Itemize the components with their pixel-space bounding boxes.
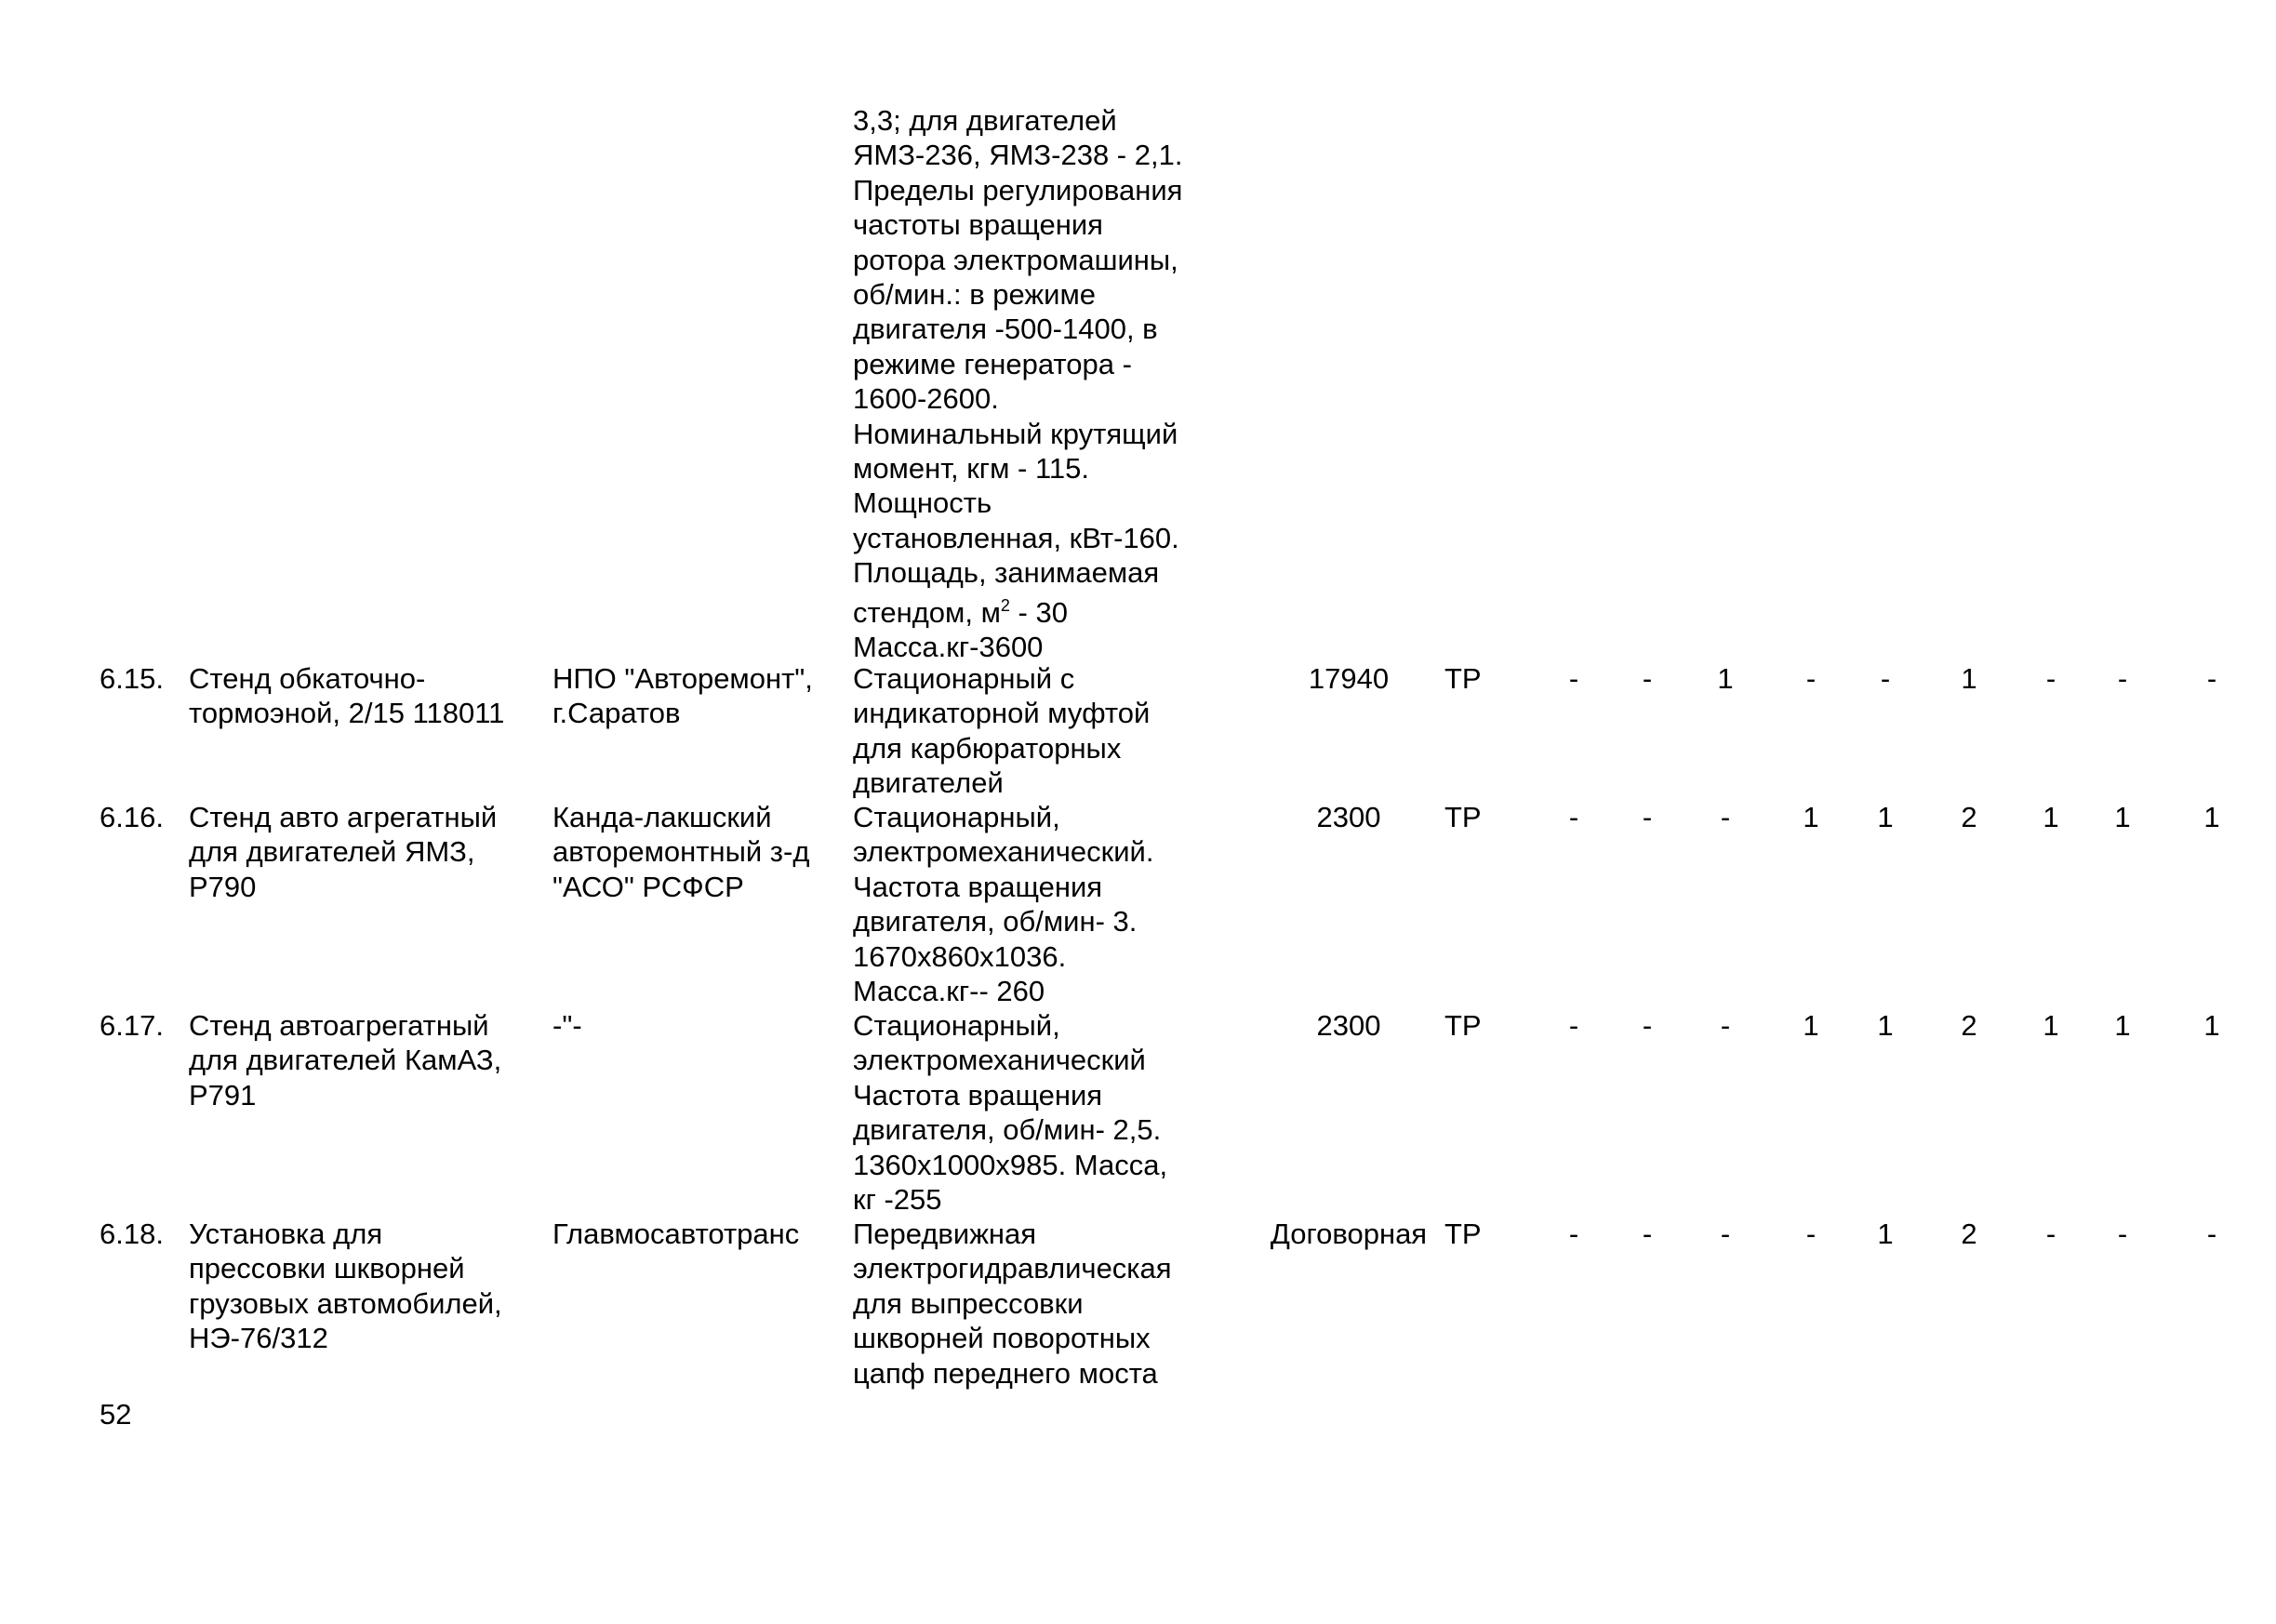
quantity-cell: 1 — [1803, 1009, 1819, 1042]
quantity-cell: 1 — [2203, 1009, 2220, 1042]
description: Передвижная электрогидравлическая для выпрессовки шкворней поворотных цапф переднего моста — [853, 1218, 1172, 1390]
quantity-cell: - — [1805, 662, 1817, 695]
quantity-cell: 1 — [1877, 1218, 1894, 1250]
quantity-cell: - — [2206, 662, 2217, 695]
text-line: момент, кгм - 115. — [853, 452, 1089, 486]
quantity-cell: - — [2206, 1218, 2217, 1250]
quantity-cell: - — [2117, 1218, 2128, 1250]
description: Стационарный с индикаторной муфтой для карбюраторных двигателей — [853, 662, 1151, 800]
description: Стационарный, электромеханический. Частота вращения двигателя, об/мин- 3. 1670x860x1036. Масса.кг-- 260 — [853, 801, 1154, 1008]
text-line: установленная, кВт-160. — [853, 521, 1179, 554]
quantity-cell: 1 — [2114, 1009, 2131, 1042]
description: Стационарный, электромеханический Частота вращения двигателя, об/мин- 2,5. 1360x1000x985. Масса, кг -255 — [853, 1009, 1168, 1217]
quantity-cell: - — [1642, 1218, 1653, 1250]
text-line: режиме генератора - — [853, 347, 1132, 380]
text-line: Площадь, занимаемая — [853, 556, 1160, 590]
quantity-cell: 2 — [1961, 1009, 1977, 1042]
quantity-cell: - — [1720, 1218, 1731, 1250]
quantity-cell: - — [1720, 801, 1731, 833]
mass-line: Масса.кг-3600 — [853, 631, 1044, 664]
quantity-cell: 1 — [1877, 1009, 1894, 1042]
quantity-cell: - — [1568, 1009, 1579, 1042]
text-line: двигателя -500-1400, в — [853, 313, 1158, 346]
equipment-name: Стенд авто агрегатный для двигателей ЯМЗ, Р790 — [189, 801, 498, 903]
page-number: 52 — [100, 1398, 132, 1431]
text-line: частоты вращения — [853, 208, 1103, 242]
quantity-cell: 1 — [1803, 801, 1819, 833]
price: 2300 — [1316, 801, 1381, 833]
equipment-name: Стенд обкаточно- тормоэной, 2/15 118011 — [189, 662, 505, 730]
quantity-cell: 1 — [2203, 801, 2220, 833]
row-number: 6.17. — [100, 1009, 164, 1042]
row-number: 6.15. — [100, 662, 164, 695]
manufacturer: Канда-лакшский авторемонтный з-д "АСО" РСФСР — [552, 801, 810, 903]
quantity-cell: - — [1805, 1218, 1817, 1250]
quantity-cell: 1 — [1961, 662, 1977, 695]
manufacturer: -"- — [552, 1009, 582, 1042]
quantity-cell: - — [1568, 662, 1579, 695]
area-unit-exponent: 2 — [1000, 595, 1010, 615]
repair-type: ТР — [1444, 1218, 1482, 1250]
row-number: 6.18. — [100, 1218, 164, 1250]
quantity-cell: 2 — [1961, 801, 1977, 833]
price: 2300 — [1316, 1009, 1381, 1042]
quantity-cell: - — [1568, 1218, 1579, 1250]
quantity-cell: 1 — [1717, 662, 1734, 695]
text-line: Мощность — [853, 486, 992, 520]
quantity-cell: - — [1642, 662, 1653, 695]
text-line: ротора электромашины, — [853, 243, 1178, 276]
equipment-name: Установка для прессовки шкворней грузовых автомобилей, НЭ-76/312 — [189, 1218, 502, 1355]
repair-type: ТР — [1444, 1009, 1482, 1042]
continued-description — [853, 103, 1182, 665]
repair-type: ТР — [1444, 662, 1482, 695]
quantity-cell: - — [2045, 662, 2056, 695]
quantity-cell: - — [1642, 801, 1653, 833]
quantity-cell: 1 — [1877, 801, 1894, 833]
text-line: 1600-2600. — [853, 382, 999, 416]
quantity-cell: - — [1642, 1009, 1653, 1042]
quantity-cell: - — [2045, 1218, 2056, 1250]
quantity-cell: - — [1720, 1009, 1731, 1042]
text-line: ЯМЗ-236, ЯМЗ-238 - 2,1. — [853, 139, 1183, 172]
quantity-cell: 1 — [2043, 801, 2059, 833]
repair-type: ТР — [1444, 801, 1482, 833]
text-line: Пределы регулирования — [853, 173, 1183, 206]
price: Договорная — [1270, 1218, 1428, 1250]
quantity-cell: - — [2117, 662, 2128, 695]
text-line: Номинальный крутящий — [853, 417, 1178, 450]
quantity-cell: 1 — [2114, 801, 2131, 833]
manufacturer: НПО "Авторемонт", г.Саратов — [552, 662, 813, 730]
area-label: стендом, м — [853, 595, 1001, 629]
price: 17940 — [1308, 662, 1390, 695]
text-line: 3,3; для двигателей — [853, 104, 1117, 137]
manufacturer: Главмосавтотранс — [552, 1218, 800, 1250]
quantity-cell: - — [1880, 662, 1891, 695]
row-number: 6.16. — [100, 801, 164, 833]
quantity-cell: 2 — [1961, 1218, 1977, 1250]
equipment-name: Стенд автоагрегатный для двигателей КамАЗ, Р791 — [189, 1009, 502, 1112]
text-line: об/мин.: в режиме — [853, 278, 1097, 312]
area-line — [853, 595, 1182, 630]
quantity-cell: 1 — [2043, 1009, 2059, 1042]
quantity-cell: - — [1568, 801, 1579, 833]
area-value: - 30 — [1009, 595, 1068, 629]
